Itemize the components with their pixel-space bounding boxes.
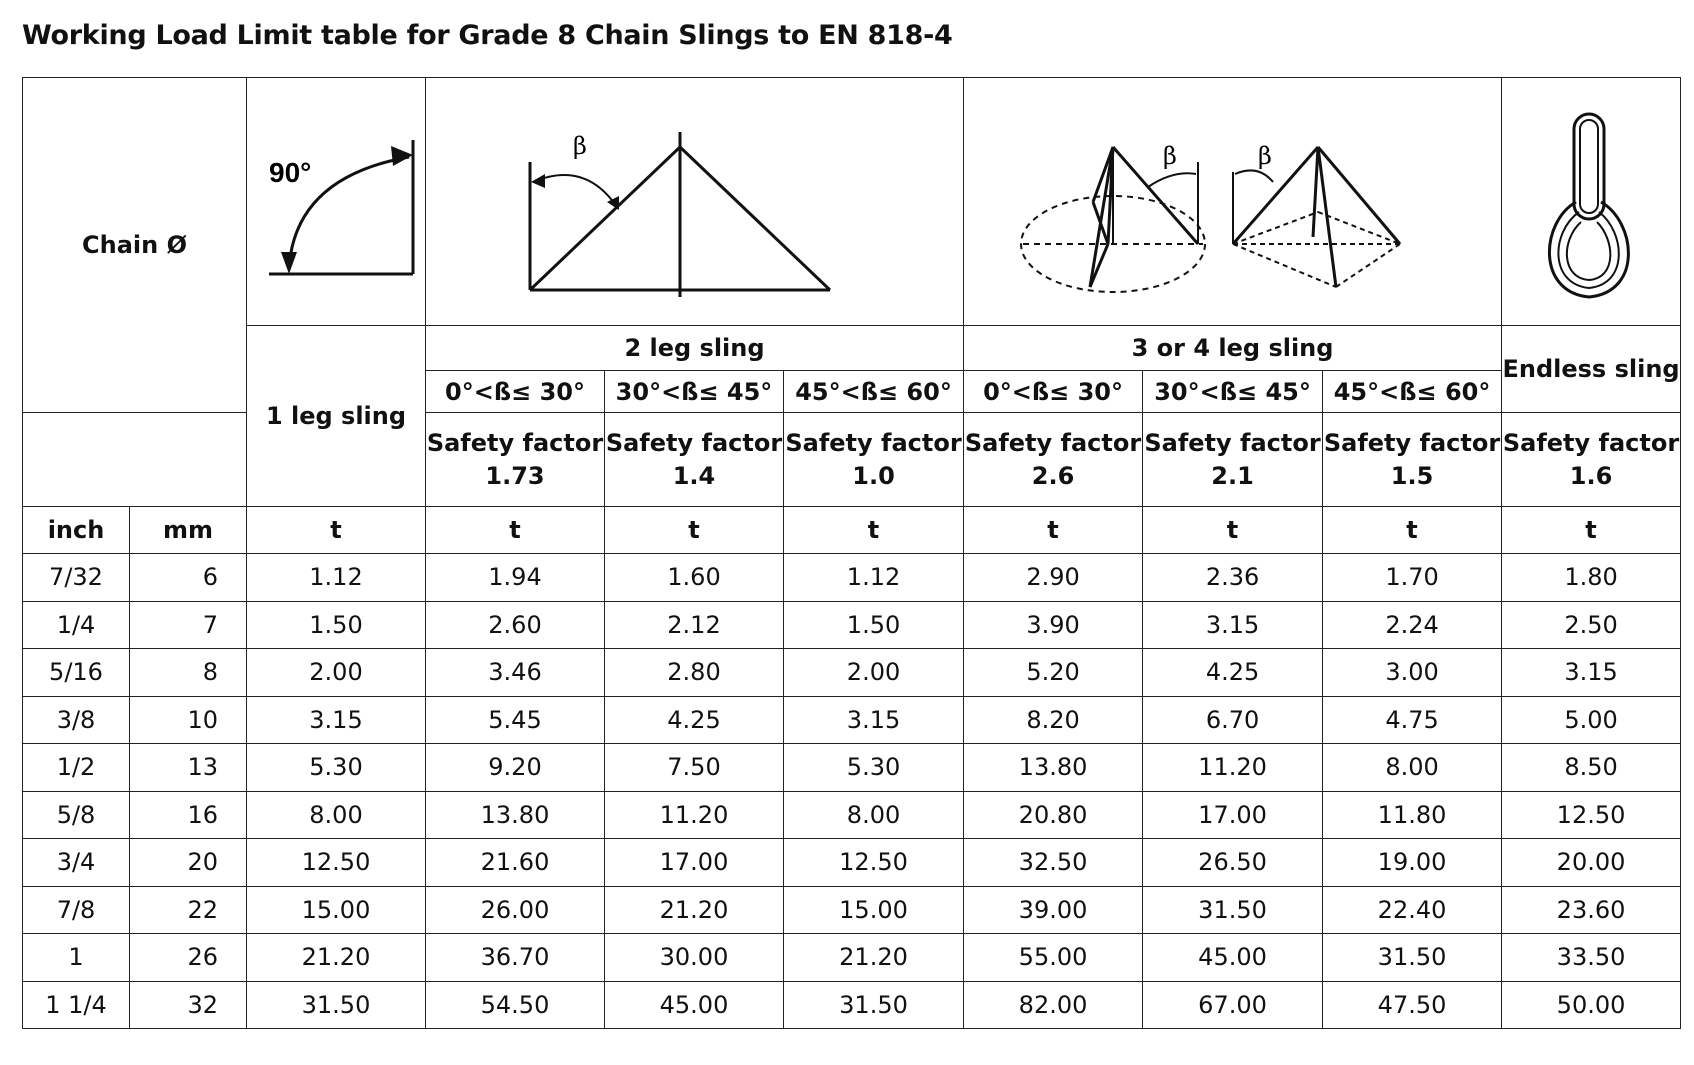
table-row — [23, 649, 1681, 697]
header-chain-label: Chain Ø — [82, 231, 187, 259]
table-cell: 5/8 — [23, 791, 130, 839]
table-row — [23, 981, 1681, 1029]
safety-factor-value: 2.1 — [1211, 461, 1254, 490]
angle-header: 30°<ß≤ 45° — [1143, 371, 1323, 413]
table-cell: 31.50 — [1323, 934, 1502, 982]
unit-t: t — [1143, 507, 1323, 554]
table-cell: 26.50 — [1143, 839, 1323, 887]
safety-factor-label: Safety factor — [1144, 428, 1321, 457]
table-cell: 45.00 — [605, 981, 784, 1029]
table-cell: 45.00 — [1143, 934, 1323, 982]
table-cell: 21.60 — [426, 839, 605, 887]
safety-factor-cell — [605, 413, 784, 507]
header-endless-label: Endless sling — [1502, 355, 1680, 383]
table-cell: 39.00 — [964, 886, 1143, 934]
table-cell: 2.12 — [605, 601, 784, 649]
table-cell: 1.50 — [784, 601, 964, 649]
angle-header: 45°<ß≤ 60° — [1323, 371, 1502, 413]
table-cell: 33.50 — [1502, 934, 1681, 982]
table-cell: 2.80 — [605, 649, 784, 697]
table-cell: 1.94 — [426, 554, 605, 602]
diagram-2-leg — [426, 78, 964, 326]
table-cell: 16 — [130, 791, 247, 839]
safety-factor-label: Safety factor — [964, 428, 1142, 457]
chain-spacer — [23, 413, 247, 507]
table-cell: 31.50 — [1143, 886, 1323, 934]
table-cell: 22 — [130, 886, 247, 934]
safety-factor-label: Safety factor — [605, 428, 783, 457]
table-cell: 30.00 — [605, 934, 784, 982]
table-cell: 20.80 — [964, 791, 1143, 839]
table-row — [23, 934, 1681, 982]
table-cell: 3.15 — [1502, 649, 1681, 697]
table-cell: 12.50 — [784, 839, 964, 887]
table-cell: 11.20 — [605, 791, 784, 839]
safety-factor-cell — [426, 413, 605, 507]
header-chain — [23, 78, 247, 413]
table-cell: 54.50 — [426, 981, 605, 1029]
table-cell: 22.40 — [1323, 886, 1502, 934]
table-cell: 5.30 — [784, 744, 964, 792]
table-cell: 3.15 — [1143, 601, 1323, 649]
table-row — [23, 839, 1681, 887]
table-cell: 20.00 — [1502, 839, 1681, 887]
beta-label-3leg: β — [1162, 141, 1177, 170]
table-cell: 4.25 — [1143, 649, 1323, 697]
beta-label-4leg: β — [1257, 141, 1272, 170]
table-cell: 5.30 — [247, 744, 426, 792]
header-1-leg — [247, 326, 426, 507]
table-cell: 11.20 — [1143, 744, 1323, 792]
table-cell: 13.80 — [426, 791, 605, 839]
table-cell: 1 — [23, 934, 130, 982]
table-cell: 2.24 — [1323, 601, 1502, 649]
table-cell: 7/32 — [23, 554, 130, 602]
table-cell: 67.00 — [1143, 981, 1323, 1029]
table-cell: 3.00 — [1323, 649, 1502, 697]
table-cell: 13 — [130, 744, 247, 792]
unit-mm: mm — [130, 507, 247, 554]
table-cell: 8.50 — [1502, 744, 1681, 792]
safety-factor-value: 1.4 — [672, 461, 716, 490]
unit-inch: inch — [23, 507, 130, 554]
table-cell: 2.60 — [426, 601, 605, 649]
table-cell: 7 — [130, 601, 247, 649]
safety-factor-label: Safety factor — [426, 428, 604, 457]
safety-factor-cell — [1323, 413, 1502, 507]
header-2-leg — [426, 326, 964, 371]
table-cell: 26.00 — [426, 886, 605, 934]
safety-factor-cell — [1502, 413, 1681, 507]
unit-t: t — [426, 507, 605, 554]
unit-t: t — [605, 507, 784, 554]
table-cell: 1 1/4 — [23, 981, 130, 1029]
table-cell: 1.12 — [247, 554, 426, 602]
table-cell: 3/8 — [23, 696, 130, 744]
table-cell: 5.20 — [964, 649, 1143, 697]
unit-t: t — [1323, 507, 1502, 554]
safety-factor-label: Safety factor — [1323, 428, 1501, 457]
angle-header: 30°<ß≤ 45° — [605, 371, 784, 413]
table-cell: 32.50 — [964, 839, 1143, 887]
table-cell: 17.00 — [605, 839, 784, 887]
safety-factor-label: Safety factor — [785, 428, 962, 457]
header-1-leg-label: 1 leg sling — [265, 402, 407, 430]
header-3-4-leg — [964, 326, 1502, 371]
table-cell: 8.00 — [247, 791, 426, 839]
table-cell: 1.12 — [784, 554, 964, 602]
table-body — [23, 554, 1681, 1029]
safety-factor-value: 1.73 — [485, 461, 545, 490]
table-cell: 1.80 — [1502, 554, 1681, 602]
safety-factor-cell — [1143, 413, 1323, 507]
table-cell: 1.50 — [247, 601, 426, 649]
table-cell: 36.70 — [426, 934, 605, 982]
table-cell: 1/4 — [23, 601, 130, 649]
table-cell: 7/8 — [23, 886, 130, 934]
diagram-endless — [1502, 78, 1681, 326]
table-cell: 3.46 — [426, 649, 605, 697]
safety-factor-label: Safety factor — [1502, 428, 1680, 457]
table-cell: 3.15 — [247, 696, 426, 744]
table-cell: 1.70 — [1323, 554, 1502, 602]
table-cell: 15.00 — [247, 886, 426, 934]
table-cell: 47.50 — [1323, 981, 1502, 1029]
table-cell: 2.36 — [1143, 554, 1323, 602]
table-cell: 32 — [130, 981, 247, 1029]
table-cell: 21.20 — [247, 934, 426, 982]
unit-t: t — [784, 507, 964, 554]
table-cell: 5.00 — [1502, 696, 1681, 744]
table-cell: 31.50 — [784, 981, 964, 1029]
table-row — [23, 554, 1681, 602]
table-cell: 26 — [130, 934, 247, 982]
table-cell: 1.60 — [605, 554, 784, 602]
table-cell: 2.50 — [1502, 601, 1681, 649]
table-cell: 6 — [130, 554, 247, 602]
table-cell: 21.20 — [605, 886, 784, 934]
table-cell: 82.00 — [964, 981, 1143, 1029]
table-row — [23, 696, 1681, 744]
angle-header: 45°<ß≤ 60° — [784, 371, 964, 413]
safety-factor-value: 1.5 — [1390, 461, 1434, 490]
table-row — [23, 791, 1681, 839]
header-endless — [1502, 326, 1681, 413]
page-title: Working Load Limit table for Grade 8 Chain Slings to EN 818-4 — [22, 20, 953, 51]
table-cell: 11.80 — [1323, 791, 1502, 839]
safety-factor-value: 1.6 — [1569, 461, 1613, 490]
beta-label-2leg: β — [572, 131, 587, 160]
wll-table — [22, 77, 1681, 1029]
table-cell: 19.00 — [1323, 839, 1502, 887]
table-cell: 3.90 — [964, 601, 1143, 649]
table-cell: 31.50 — [247, 981, 426, 1029]
table-cell: 12.50 — [1502, 791, 1681, 839]
table-cell: 9.20 — [426, 744, 605, 792]
table-cell: 10 — [130, 696, 247, 744]
safety-factor-value: 1.0 — [852, 461, 895, 490]
table-cell: 12.50 — [247, 839, 426, 887]
table-cell: 4.75 — [1323, 696, 1502, 744]
table-cell: 17.00 — [1143, 791, 1323, 839]
table-cell: 5/16 — [23, 649, 130, 697]
table-cell: 3/4 — [23, 839, 130, 887]
table-cell: 6.70 — [1143, 696, 1323, 744]
table-cell: 8 — [130, 649, 247, 697]
table-cell: 3.15 — [784, 696, 964, 744]
angle-header: 0°<ß≤ 30° — [964, 371, 1143, 413]
table-cell: 7.50 — [605, 744, 784, 792]
table-cell: 55.00 — [964, 934, 1143, 982]
safety-factor-value: 2.6 — [1031, 461, 1075, 490]
table-cell: 21.20 — [784, 934, 964, 982]
table-cell: 50.00 — [1502, 981, 1681, 1029]
table-cell: 20 — [130, 839, 247, 887]
table-cell: 2.00 — [247, 649, 426, 697]
table-cell: 2.00 — [784, 649, 964, 697]
angle-header: 0°<ß≤ 30° — [426, 371, 605, 413]
table-cell: 2.90 — [964, 554, 1143, 602]
table-cell: 1/2 — [23, 744, 130, 792]
table-cell: 15.00 — [784, 886, 964, 934]
unit-t: t — [247, 507, 426, 554]
safety-factor-cell — [784, 413, 964, 507]
safety-factor-cell — [964, 413, 1143, 507]
table-cell: 4.25 — [605, 696, 784, 744]
header-3-4-leg-label: 3 or 4 leg sling — [1131, 334, 1334, 362]
header-2-leg-label: 2 leg sling — [624, 334, 765, 362]
table-row — [23, 886, 1681, 934]
diagram-3-4-leg — [964, 78, 1502, 326]
table-cell: 23.60 — [1502, 886, 1681, 934]
table-row — [23, 601, 1681, 649]
table-cell: 8.20 — [964, 696, 1143, 744]
angle-90-label: 90° — [269, 156, 312, 188]
unit-t: t — [1502, 507, 1681, 554]
table-cell: 8.00 — [784, 791, 964, 839]
diagram-1-leg — [247, 78, 426, 326]
table-cell: 13.80 — [964, 744, 1143, 792]
table-cell: 5.45 — [426, 696, 605, 744]
table-cell: 8.00 — [1323, 744, 1502, 792]
unit-t: t — [964, 507, 1143, 554]
table-row — [23, 744, 1681, 792]
